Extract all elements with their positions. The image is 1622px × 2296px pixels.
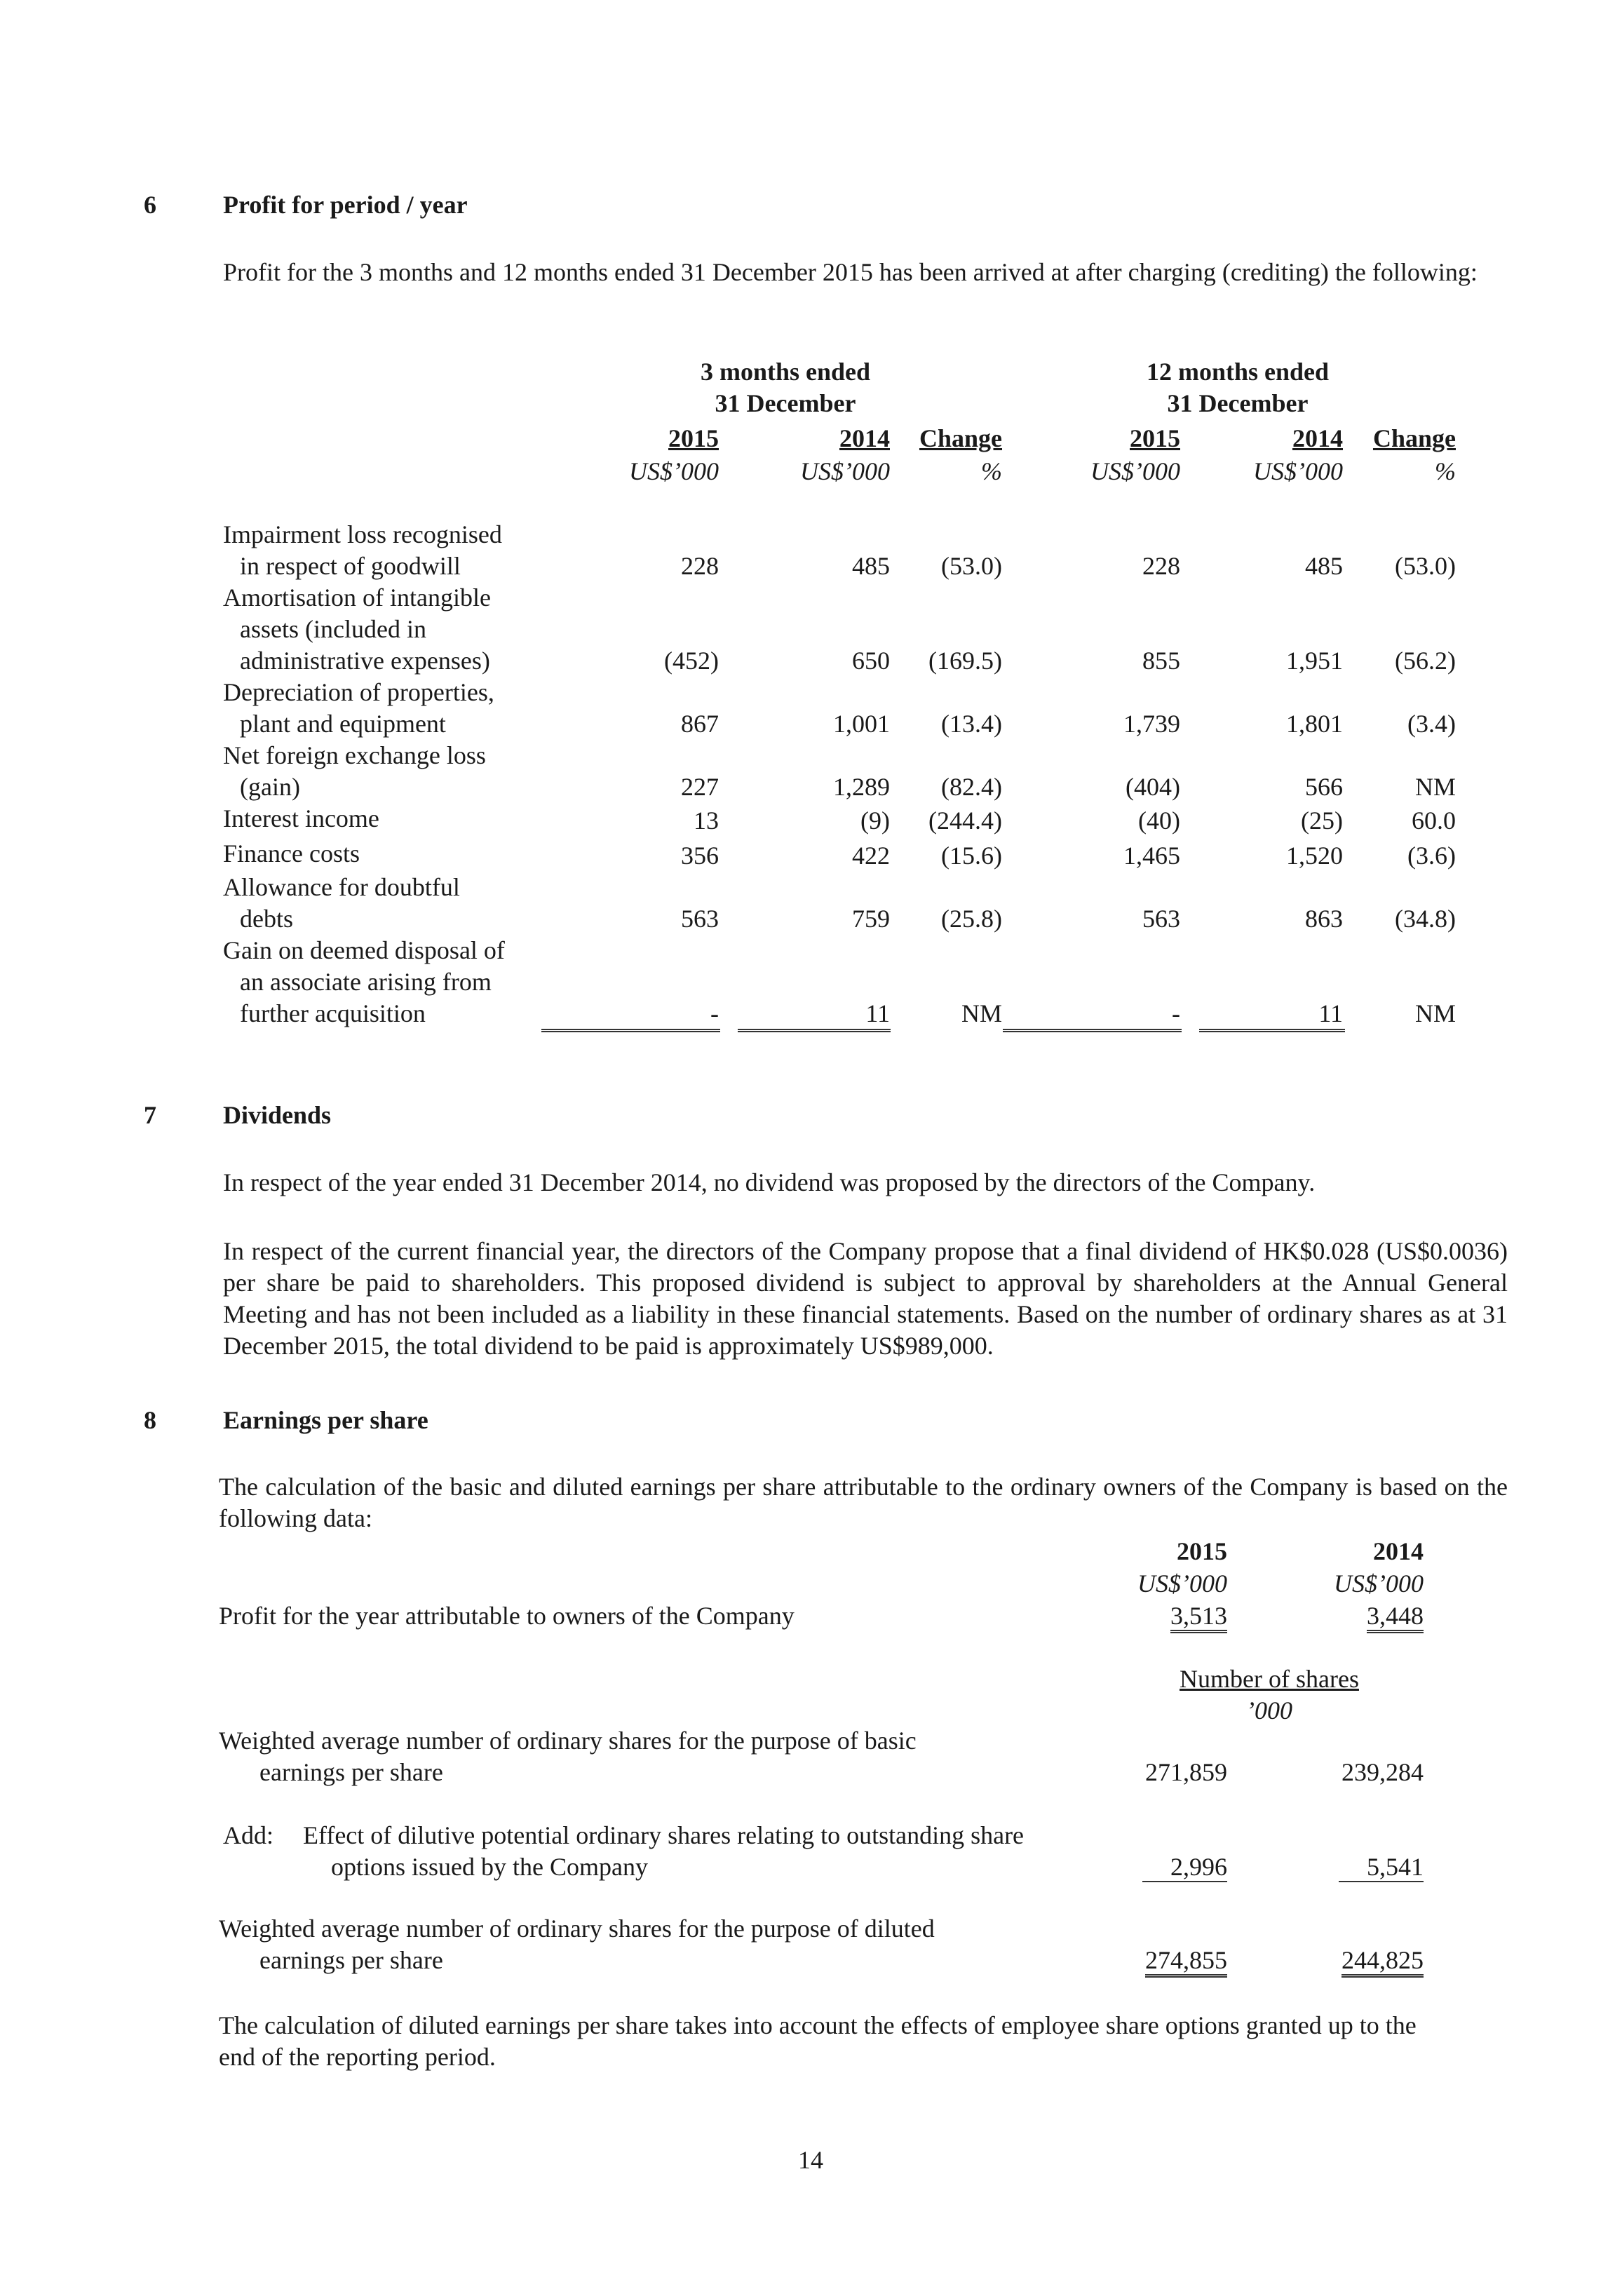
table-cell: 1,951: [1286, 647, 1343, 675]
section-8-number: 8: [144, 1406, 156, 1434]
section-7-paragraph-1: In respect of the year ended 31 December 2014, no dividend was proposed by the directors of the Company.: [223, 1168, 1316, 1196]
table-cell: (82.4): [941, 773, 1002, 801]
table-cell: (25.8): [941, 905, 1002, 933]
table-cell: NM: [1414, 999, 1456, 1027]
table-cell: (169.5): [928, 647, 1002, 675]
col-header-3m-change: Change: [919, 424, 1002, 452]
table-cell: 11: [1318, 999, 1343, 1027]
eps-add-label: Effect of dilutive potential ordinary shares relating to outstanding share options issued by the Company: [303, 1821, 1025, 1881]
table-cell: 60.0: [1412, 806, 1456, 835]
eps-basic-label: Weighted average number of ordinary shares for the purpose of basic earnings per share: [219, 1727, 917, 1786]
eps-add-2014: [1339, 1851, 1424, 1883]
table-cell: 867: [681, 710, 719, 738]
table-cell: 759: [852, 905, 890, 933]
row-label-interest-income: Interest income: [223, 804, 379, 832]
table-cell: (25): [1301, 806, 1343, 835]
double-underline: [1003, 1028, 1182, 1032]
table-cell: (56.2): [1395, 647, 1456, 675]
section-8-title: Earnings per share: [223, 1406, 428, 1434]
table-cell: 228: [681, 552, 719, 580]
row-label-net-foreign-exchange: Net foreign exchange loss (gain): [223, 741, 486, 801]
table-cell: (40): [1138, 806, 1180, 835]
page-number: 14: [798, 2146, 823, 2174]
table-cell: NM: [1414, 773, 1456, 801]
group-header-12-months-date: 31 December: [1167, 389, 1309, 417]
eps-unit-2014: US$’000: [1334, 1569, 1424, 1598]
eps-diluted-label: Weighted average number of ordinary shares for the purpose of diluted earnings per share: [219, 1915, 935, 1974]
col-header-12m-2014: 2014: [1292, 424, 1343, 452]
table-cell: (3.6): [1407, 842, 1456, 870]
eps-diluted-2015-value: 274,855: [1145, 1946, 1227, 1978]
table-cell: 485: [852, 552, 890, 580]
table-cell: (404): [1126, 773, 1180, 801]
table-cell: 422: [852, 842, 890, 870]
unit-3m-2014: US$’000: [800, 457, 890, 485]
table-cell: 1,001: [833, 710, 890, 738]
table-cell: (53.0): [1395, 552, 1456, 580]
table-cell: -: [1172, 999, 1180, 1027]
section-8-intro: The calculation of the basic and diluted earnings per share attributable to the ordinary owners of the Company is based on the following data:: [219, 1473, 1508, 1532]
table-cell: (244.4): [928, 806, 1002, 835]
double-underline: [1199, 1028, 1345, 1032]
group-header-3-months-date: 31 December: [715, 389, 856, 417]
section-7-paragraph-2: In respect of the current financial year, the directors of the Company propose that a final dividend of HK$0.028 (US$0.0036) per share be paid to shareholders. This proposed dividend is subject to approval by shareholders at the Annual General Meeting and has not been included as a liability in these financial statements. Based on the number of ordinary shares as at 31 December 2015, the total dividend to be paid is approximately US$989,000.: [223, 1237, 1508, 1360]
table-cell: 228: [1142, 552, 1180, 580]
section-6-title: Profit for period / year: [223, 191, 468, 219]
section-7-number: 7: [144, 1101, 156, 1129]
table-cell: 485: [1305, 552, 1343, 580]
table-cell: NM: [961, 999, 1002, 1027]
table-cell: (34.8): [1395, 905, 1456, 933]
eps-add-2015: [1142, 1851, 1227, 1883]
table-cell: 11: [865, 999, 890, 1027]
table-cell: (15.6): [941, 842, 1002, 870]
shares-header: Number of shares: [1180, 1665, 1359, 1693]
unit-12m-change: %: [1435, 457, 1456, 485]
eps-profit-2014-value: 3,448: [1367, 1602, 1424, 1633]
table-cell: 356: [681, 842, 719, 870]
eps-profit-2015-value: 3,513: [1170, 1602, 1227, 1633]
eps-unit-2015: US$’000: [1137, 1569, 1227, 1598]
table-cell: 13: [694, 806, 719, 835]
section-8-closing: The calculation of diluted earnings per share takes into account the effects of employee share options granted up to the end of the reporting period.: [219, 2011, 1417, 2071]
col-header-3m-2015: 2015: [668, 424, 719, 452]
table-cell: 855: [1142, 647, 1180, 675]
table-cell: -: [710, 999, 719, 1027]
section-6-number: 6: [144, 191, 156, 219]
row-label-finance-costs: Finance costs: [223, 839, 360, 867]
row-label-impairment: Impairment loss recognised in respect of goodwill: [223, 520, 502, 580]
section-7-title: Dividends: [223, 1101, 332, 1129]
eps-add-2015-value: 2,996: [1142, 1853, 1227, 1882]
eps-basic-2015: 271,859: [1145, 1758, 1227, 1786]
eps-diluted-2015: [1145, 1945, 1227, 1976]
table-cell: 1,801: [1286, 710, 1343, 738]
unit-12m-2015: US$’000: [1090, 457, 1180, 485]
unit-12m-2014: US$’000: [1253, 457, 1343, 485]
table-cell: 563: [681, 905, 719, 933]
table-cell: 1,739: [1123, 710, 1180, 738]
table-cell: (3.4): [1407, 710, 1456, 738]
table-cell: 566: [1305, 773, 1343, 801]
eps-profit-label: Profit for the year attributable to owners of the Company: [219, 1602, 795, 1630]
table-cell: (9): [860, 806, 890, 835]
table-cell: 650: [852, 647, 890, 675]
eps-profit-2015: [1170, 1600, 1227, 1632]
table-cell: 1,289: [833, 773, 890, 801]
eps-basic-2014: 239,284: [1341, 1758, 1424, 1786]
col-header-12m-2015: 2015: [1130, 424, 1180, 452]
double-underline: [738, 1028, 891, 1032]
eps-diluted-2014-value: 244,825: [1341, 1946, 1424, 1978]
table-cell: 1,465: [1123, 842, 1180, 870]
eps-add-2014-value: 5,541: [1339, 1853, 1424, 1882]
eps-profit-2014: [1367, 1600, 1424, 1632]
row-label-allowance-doubtful-debts: Allowance for doubtful debts: [223, 873, 460, 933]
eps-diluted-2014: [1341, 1945, 1424, 1976]
table-cell: 863: [1305, 905, 1343, 933]
table-cell: (53.0): [941, 552, 1002, 580]
section-6-intro: Profit for the 3 months and 12 months ended 31 December 2015 has been arrived at after charging (crediting) the following:: [223, 258, 1478, 286]
table-cell: (452): [664, 647, 719, 675]
group-header-3-months: 3 months ended: [700, 358, 871, 386]
table-cell: (13.4): [941, 710, 1002, 738]
table-cell: 563: [1142, 905, 1180, 933]
eps-col-header-2015: 2015: [1177, 1537, 1227, 1565]
row-label-depreciation: Depreciation of properties, plant and equipment: [223, 678, 494, 738]
table-cell: 1,520: [1286, 842, 1343, 870]
double-underline: [541, 1028, 720, 1032]
eps-add-prefix: Add:: [223, 1821, 273, 1849]
col-header-3m-2014: 2014: [839, 424, 890, 452]
col-header-12m-change: Change: [1372, 424, 1456, 452]
eps-col-header-2014: 2014: [1373, 1537, 1424, 1565]
shares-unit: ’000: [1246, 1696, 1292, 1724]
unit-3m-2015: US$’000: [629, 457, 719, 485]
unit-3m-change: %: [981, 457, 1002, 485]
table-cell: 227: [681, 773, 719, 801]
row-label-gain-deemed-disposal: Gain on deemed disposal of an associate arising from further acquisition: [223, 936, 505, 1027]
row-label-amortisation: Amortisation of intangible assets (included in administrative expenses): [223, 583, 491, 675]
group-header-12-months: 12 months ended: [1146, 358, 1330, 386]
